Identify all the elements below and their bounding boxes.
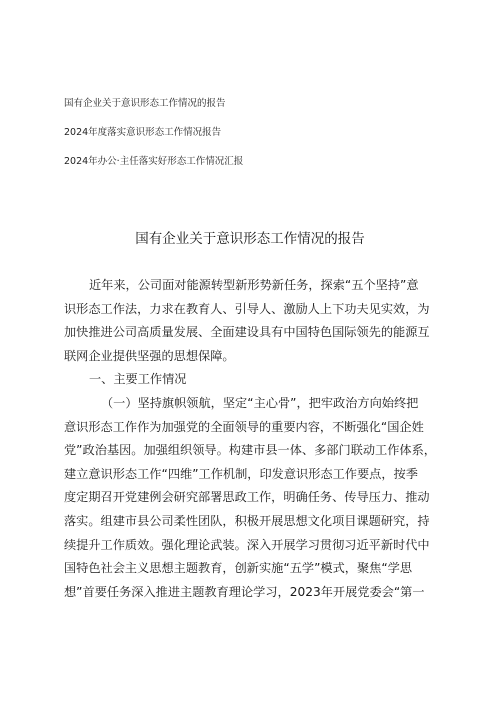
paragraph-line: 加快推进公司高质量发展、全面建设具有中国特色国际领先的能源互 [64,325,430,340]
toc-list [64,98,444,185]
paragraph-line: 意识形态工作作为加强党的全面领导的重要内容，不断强化“国企姓 [64,419,424,434]
toc-item: 2024年度落实意识形态工作情况报告 [64,127,222,138]
paragraph-line: 国特色社会主义思想主题教育，创新实施“五学”模式，聚焦“学思 [64,561,413,576]
document-body [64,274,438,604]
toc-item: 国有企业关于意识形态工作情况的报告 [64,98,226,109]
paragraph-line: 度定期召开党建例会研究部署思政工作，明确任务、传导压力、推动 [64,490,430,505]
paragraph-line: 建立意识形态工作“四维”工作机制，印发意识形态工作要点，按季 [64,466,418,481]
paragraph-line: 续提升工作质效。强化理论武装。深入开展学习贯彻习近平新时代中 [64,537,430,552]
paragraph-line: （一）坚持旗帜领航，坚定“主心骨”，把牢政治方向始终把 [101,395,419,410]
paragraph-line: 党”政治基因。加强组织领导。构建市县一体、多部门联动工作体系， [64,443,436,458]
document-title: 国有企业关于意识形态工作情况的报告 [135,231,365,247]
paragraph-line: 近年来，公司面对能源转型新形势新任务，探索“五个坚持”意 [89,278,419,292]
paragraph-line: 识形态工作法，力求在教育人、引导人、激励人上下功夫见实效，为 [64,301,430,316]
toc-item: 2024年办公·主任落实好形态工作情况汇报 [64,156,244,167]
paragraph-line: 联网企业提供坚强的思想保障。 [64,348,235,363]
paragraph-line: 想”首要任务深入推进主题教育理论学习，2023年开展党委会“第一 [64,584,425,599]
paragraph-line: 落实。组建市县公司柔性团队，积极开展思想文化项目课题研究，持 [64,513,430,528]
section-heading: 一、主要工作情况 [89,372,187,387]
